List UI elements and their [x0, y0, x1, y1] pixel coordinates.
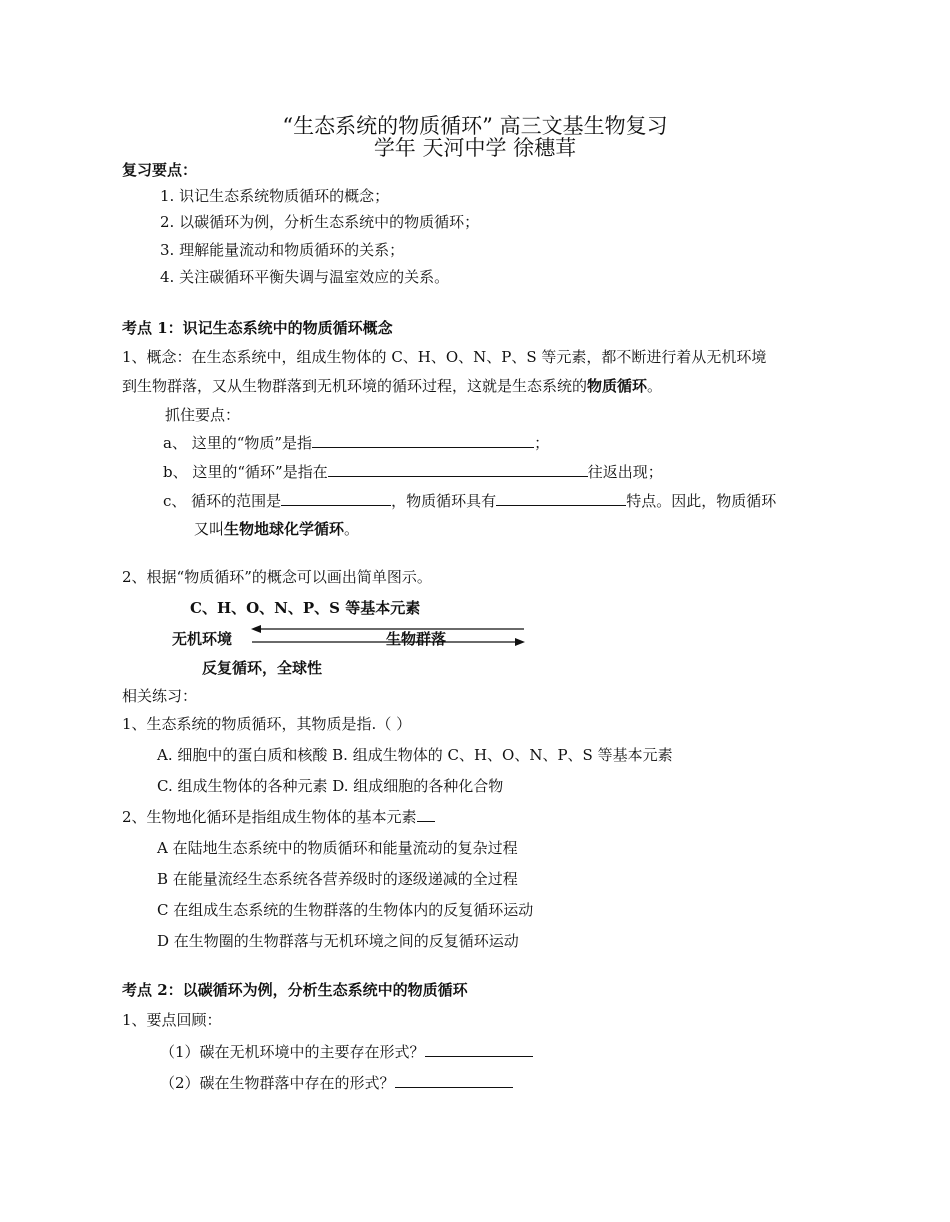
review-item-4: 4. 关注碳循环平衡失调与温室效应的关系。	[160, 268, 450, 286]
practice-q1-options-ab: A. 细胞中的蛋白质和核酸 B. 组成生物体的 C、H、O、N、P、S 等基本元素	[157, 746, 673, 764]
point-a-end: ；	[534, 434, 550, 452]
cycle-diagram	[160, 596, 560, 686]
arrow-right-head-icon	[515, 638, 525, 646]
practice-q1: 1、生态系统的物质循环，其物质是指.（ ）	[122, 715, 412, 733]
review-item-1: 1. 识记生态系统物质循环的概念；	[160, 187, 390, 205]
review-item-2: 2. 以碳循环为例，分析生态系统中的物质循环；	[160, 213, 480, 231]
kp2-q2-text: （2）碳在生物群落中存在的形式？	[160, 1074, 395, 1092]
kp2-q2	[160, 1073, 513, 1093]
diagram-right-label: 生物群落	[386, 630, 447, 648]
practice-q1-options-cd: C. 组成生物体的各种元素 D. 组成细胞的各种化合物	[157, 777, 504, 795]
kp2-heading: 考点 2：以碳循环为例，分析生态系统中的物质循环	[122, 981, 468, 999]
kp2-review: 1、要点回顾：	[122, 1011, 222, 1029]
practice-q2-blank[interactable]	[417, 807, 435, 822]
point-b-text: b、 这里的“循环”是指在	[163, 463, 328, 481]
arrow-left-head-icon	[251, 625, 261, 633]
diagram-intro: 2、根据“物质循环”的概念可以画出简单图示。	[122, 568, 432, 586]
concept-term: 物质循环	[587, 377, 648, 395]
kp2-q1	[160, 1042, 533, 1062]
point-b-end: 往返出现；	[587, 463, 663, 481]
practice-q2-option-c: C 在组成生态系统的生物群落的生物体内的反复循环运动	[157, 901, 534, 919]
grasp-label: 抓住要点：	[165, 406, 241, 424]
point-c-end: 特点。因此，物质循环	[626, 492, 777, 510]
review-item-3: 3. 理解能量流动和物质循环的关系；	[160, 241, 405, 259]
practice-q2-option-a: A 在陆地生态系统中的物质循环和能量流动的复杂过程	[157, 839, 518, 857]
point-c-cont-text: 又叫	[194, 520, 225, 538]
point-c-mid: ，物质循环具有	[391, 492, 497, 510]
point-c-text: c、 循环的范围是	[163, 492, 282, 510]
point-c-cont	[194, 519, 359, 539]
kp2-q1-text: （1）碳在无机环境中的主要存在形式？	[160, 1043, 425, 1061]
point-b-blank[interactable]	[328, 462, 588, 477]
kp2-q1-blank[interactable]	[425, 1042, 533, 1057]
kp1-concept-line-2	[122, 376, 662, 396]
diagram-top-label: C、H、O、N、P、S 等基本元素	[190, 599, 421, 617]
document-subtitle: 学年 天河中学 徐穗茸	[373, 136, 577, 160]
document-title: “生态系统的物质循环” 高三文基生物复习	[282, 114, 668, 138]
diagram-bottom-label: 反复循环，全球性	[202, 659, 323, 677]
diagram-left-label: 无机环境	[172, 630, 233, 648]
point-c	[163, 491, 776, 511]
point-a	[163, 433, 549, 453]
point-c-blank-2[interactable]	[496, 491, 626, 506]
kp1-heading: 考点 1：识记生态系统中的物质循环概念	[122, 319, 393, 337]
biogeochemical-term: 生物地球化学循环	[224, 520, 345, 538]
practice-q2-option-d: D 在生物圈的生物群落与无机环境之间的反复循环运动	[157, 932, 519, 950]
point-a-text: a、 这里的“物质”是指	[163, 434, 313, 452]
kp2-q2-blank[interactable]	[395, 1073, 513, 1088]
concept-end: 。	[647, 377, 663, 395]
practice-q2	[122, 807, 435, 827]
practice-q2-option-b: B 在能量流经生态系统各营养级时的逐级递减的全过程	[157, 870, 518, 888]
concept-text: 到生物群落，又从生物群落到无机环境的循环过程，这就是生态系统的	[122, 377, 588, 395]
review-heading: 复习要点：	[122, 161, 198, 179]
point-c-cont-end: 。	[344, 520, 360, 538]
point-a-blank[interactable]	[312, 433, 534, 448]
point-c-blank-1[interactable]	[281, 491, 391, 506]
practice-heading: 相关练习：	[122, 687, 198, 705]
practice-q2-text: 2、生物地化循环是指组成生物体的基本元素	[122, 808, 417, 826]
point-b	[163, 462, 663, 482]
kp1-concept-line-1: 1、概念：在生态系统中，组成生物体的 C、H、O、N、P、S 等元素，都不断进行着从无机环境	[122, 348, 767, 366]
